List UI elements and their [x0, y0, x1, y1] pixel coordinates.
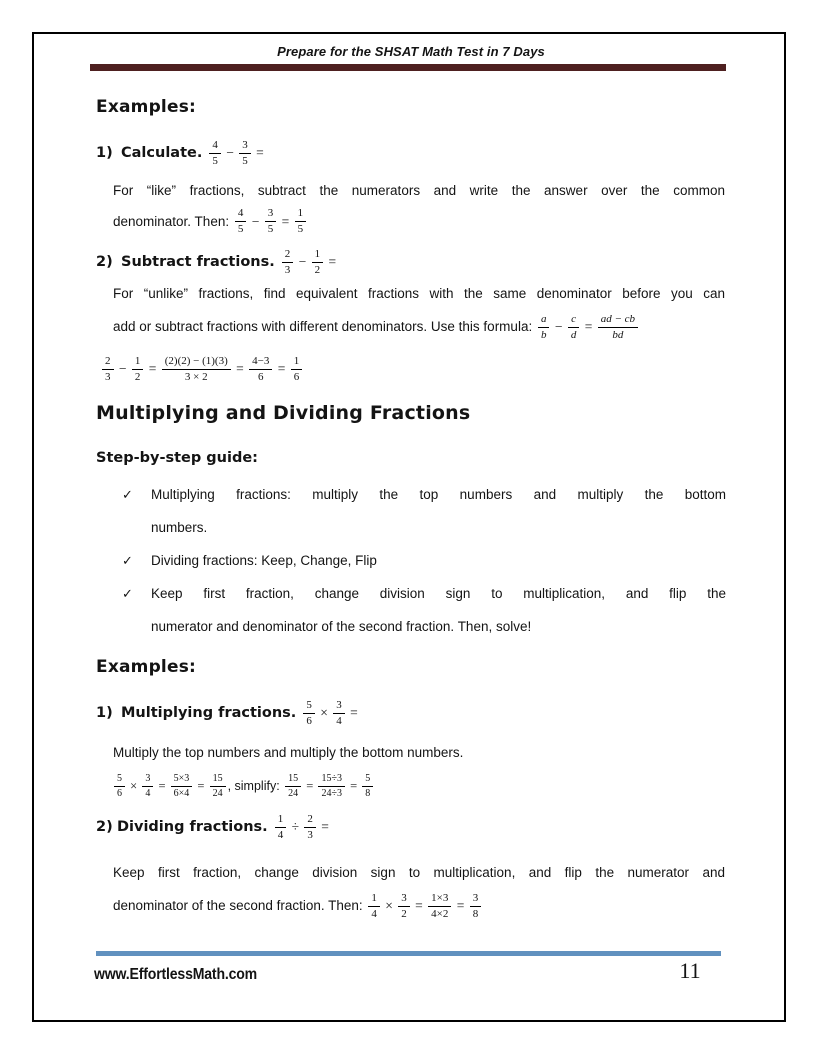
math-expression: $\frac{1}{4}$ ÷ $\frac{2}{3}$ = — [273, 813, 329, 842]
bullet-line: numbers. — [151, 520, 208, 535]
body-text: denominator of the second fraction. Then: — [113, 898, 367, 913]
example-multiplying-fractions — [96, 695, 726, 731]
checkmark-icon: ✓ — [122, 487, 133, 502]
bullet-line: Multiplying fractions: multiply the top numbers and multiply the bottom — [151, 487, 726, 502]
checkmark-icon: ✓ — [122, 586, 133, 601]
math-expression: $\frac{5}{6}$ × $\frac{3}{4}$ = — [301, 699, 357, 728]
list-item — [122, 544, 726, 577]
page-content — [96, 44, 726, 925]
example-dividing-fractions — [96, 809, 726, 845]
bullet-line: Dividing fractions: Keep, Change, Flip — [151, 553, 377, 568]
example-label: Subtract fractions. — [121, 254, 275, 270]
example-number: 1) — [96, 705, 113, 721]
body-text: denominator. Then: — [113, 213, 233, 229]
body-line — [113, 887, 725, 925]
guide-bullet-list — [96, 478, 726, 643]
body-line: For “unlike” fractions, find equivalent fractions with the same denominator before you can — [113, 286, 725, 301]
example-explanation — [113, 739, 725, 767]
example-explanation — [113, 280, 725, 346]
bullet-line: Keep first fraction, change division sign to multiplication, and flip the — [151, 586, 726, 601]
example-number: 2) — [96, 819, 113, 835]
math-expression: $\frac{2}{3}$ − $\frac{1}{2}$ = — [280, 248, 336, 277]
step-by-step-guide-heading: Step-by-step guide: — [96, 450, 258, 466]
math-expression: $\frac{4}{5}$ − $\frac{3}{5}$ = — [207, 139, 263, 168]
header-title: Prepare for the SHSAT Math Test in 7 Days — [277, 44, 545, 59]
example-explanation — [113, 859, 725, 925]
body-line — [113, 205, 725, 238]
bullet-text — [151, 478, 726, 544]
footer-rule — [96, 951, 721, 956]
math-expression: $\frac{1}{4}$ × $\frac{3}{2}$ = $\frac{1\times 3}{4\times 2}$ = $\frac{3}{8}$ — [366, 892, 483, 921]
section-heading: Multiplying and Dividing Fractions — [96, 402, 471, 424]
checkmark-icon: ✓ — [122, 553, 133, 568]
body-text: add or subtract fractions with different denominators. Use this formula: — [113, 319, 536, 334]
worked-solution: $\frac{2}{3}$ − $\frac{1}{2}$ = $\frac{(2)(2) - (1)(3)}{3 \times 2}$ = $\frac{4-3}{6}$ = $\frac{1}{6}$ — [100, 352, 726, 386]
example-explanation — [113, 177, 725, 238]
footer-website-url: www.EffortlessMath.com — [94, 966, 258, 983]
worked-solution: $\frac{5}{6}$ × $\frac{3}{4}$ = $\frac{5\times 3}{6\times 4}$ = $\frac{15}{24}$ , simplify: $\frac{15}{24}$ = $\frac{15\div 3}{24\div 3}$ = $\frac{5}{8}$ — [112, 769, 726, 803]
math-expression: $\frac{4}{5}$ − $\frac{3}{5}$ = $\frac{1}{5}$ — [233, 207, 308, 236]
list-item — [122, 577, 726, 643]
body-line — [113, 308, 725, 346]
body-line: Keep first fraction, change division sign to multiplication, and flip the numerator and — [113, 865, 725, 880]
example-subtract-fractions — [96, 244, 726, 280]
list-item — [122, 478, 726, 544]
examples-heading-1: Examples: — [96, 97, 197, 117]
example-label: Multiplying fractions. — [121, 705, 297, 721]
bullet-text — [151, 544, 726, 577]
bullet-text — [151, 577, 726, 643]
bullet-line: numerator and denominator of the second fraction. Then, solve! — [151, 619, 532, 634]
example-calculate — [96, 135, 726, 171]
example-number: 1) — [96, 145, 113, 161]
math-formula: $\frac{a}{b}$ − $\frac{c}{d}$ = $\frac{ad - cb}{bd}$ — [536, 313, 640, 342]
body-line: Multiply the top numbers and multiply the bottom numbers. — [113, 745, 464, 760]
body-line: For “like” fractions, subtract the numerators and write the answer over the common — [113, 183, 725, 198]
header-rule — [90, 64, 726, 71]
example-label: Dividing fractions. — [117, 819, 268, 835]
example-number: 2) — [96, 254, 113, 270]
page-number: 11 — [679, 958, 701, 983]
example-label: Calculate. — [121, 145, 203, 161]
examples-heading-2: Examples: — [96, 657, 197, 677]
